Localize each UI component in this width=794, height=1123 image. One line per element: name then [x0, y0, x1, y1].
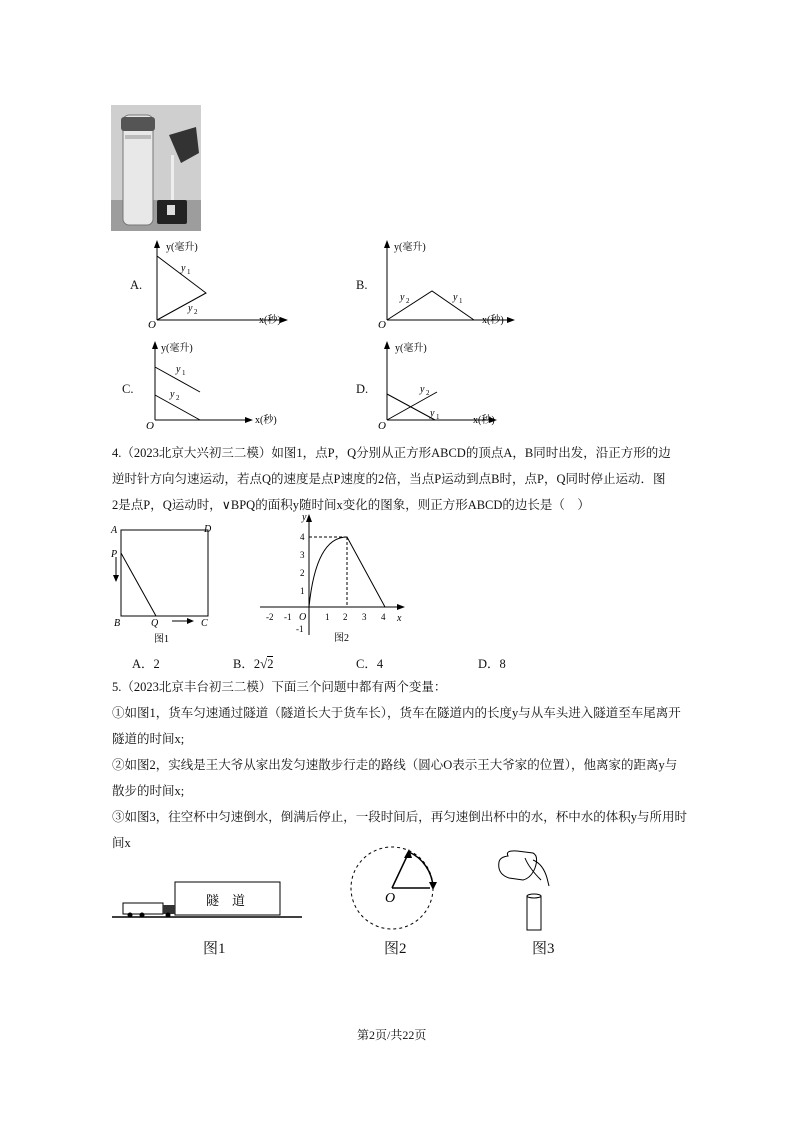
svg-text:图1: 图1	[154, 634, 169, 645]
svg-text:y(毫升): y(毫升)	[166, 242, 198, 253]
q4-choice-b-coef: 2	[253, 657, 261, 671]
page-number: 第2页/共22页	[357, 1028, 427, 1042]
svg-text:2: 2	[343, 612, 348, 622]
svg-text:y: y	[430, 408, 435, 419]
q4-line-2: 逆时针方向匀速运动，若点Q的速度是点P速度的2倍，当点P运动到点B时，点P，Q同时停止运动．图	[112, 472, 666, 486]
svg-text:-2: -2	[266, 612, 274, 622]
svg-text:y: y	[176, 364, 181, 375]
svg-text:图2: 图2	[334, 633, 349, 644]
svg-text:O: O	[148, 319, 156, 330]
svg-text:-1: -1	[284, 612, 292, 622]
option-b-graph	[378, 238, 523, 330]
svg-text:1: 1	[300, 586, 305, 596]
svg-text:y(毫升): y(毫升)	[394, 242, 426, 253]
svg-text:1: 1	[182, 369, 186, 377]
q5-line-1: 5.（2023北京丰台初三二模）下面三个问题中都有两个变量：	[112, 680, 447, 694]
q5-figure-1	[112, 878, 304, 920]
svg-text:O: O	[378, 319, 386, 330]
svg-text:x(秒): x(秒)	[259, 315, 281, 326]
q4-choice-b-radicand: 2	[267, 657, 274, 671]
option-b-label: B.	[356, 278, 368, 292]
svg-text:3: 3	[300, 550, 305, 560]
svg-text:y(毫升): y(毫升)	[395, 343, 427, 354]
q5-figure-1-caption: 图1	[203, 941, 226, 957]
svg-text:2: 2	[194, 308, 198, 316]
option-c-label: C.	[122, 382, 134, 396]
svg-text:y: y	[400, 292, 405, 303]
svg-text:2: 2	[426, 389, 430, 397]
svg-text:4: 4	[381, 612, 386, 622]
option-d-graph	[378, 337, 523, 432]
svg-text:O: O	[299, 612, 307, 623]
svg-text:C: C	[201, 618, 208, 629]
q5-figure-2	[348, 843, 442, 933]
q5-line-7: 间x	[112, 836, 131, 850]
svg-text:D: D	[204, 524, 212, 535]
svg-text:x(秒): x(秒)	[482, 315, 504, 326]
svg-text:3: 3	[362, 612, 367, 622]
svg-text:1: 1	[436, 413, 440, 421]
svg-text:y: y	[302, 512, 307, 523]
svg-text:y: y	[170, 389, 175, 400]
q5-figure-2-caption: 图2	[384, 941, 407, 957]
svg-text:2: 2	[176, 394, 180, 402]
option-c-graph	[146, 337, 296, 432]
svg-text:B: B	[114, 618, 121, 629]
q4-choice-b: B．2√2	[233, 656, 274, 671]
svg-text:2: 2	[300, 568, 305, 578]
svg-text:y: y	[181, 263, 186, 274]
q4-line-1: 4.（2023北京大兴初三二模）如图1，点P，Q分别从正方形ABCD的顶点A，B同时出发，沿正方形的边	[112, 446, 671, 460]
q5-text	[112, 674, 712, 856]
svg-text:x: x	[397, 613, 402, 624]
svg-text:1: 1	[187, 268, 191, 276]
q4-figure-2	[258, 510, 408, 650]
q4-choice-d: D．8	[478, 657, 506, 671]
q5-line-5: 散步的时间x;	[112, 784, 185, 798]
q5-line-6: ③如图3，往空杯中匀速倒水，倒满后停止，一段时间后，再匀速倒出杯中的水，杯中水的体积y与所用时	[112, 810, 688, 824]
svg-text:y: y	[188, 303, 193, 314]
option-a-label: A.	[130, 278, 143, 292]
thermos-photo	[111, 105, 201, 231]
q4-choice-c: C．4	[356, 657, 384, 671]
q4-figure-1	[108, 520, 228, 648]
svg-text:1: 1	[325, 612, 330, 622]
svg-text:y(毫升): y(毫升)	[161, 343, 193, 354]
option-a-graph	[148, 238, 293, 330]
q5-figure-3	[495, 848, 575, 932]
svg-text:Q: Q	[151, 618, 159, 629]
q4-line-3: 2是点P，Q运动时，∨BPQ的面积y随时间x变化的图象，则正方形ABCD的边长是（ ）	[112, 498, 590, 512]
svg-text:O: O	[378, 420, 386, 432]
svg-text:O: O	[146, 420, 154, 432]
svg-text:x(秒): x(秒)	[473, 415, 495, 426]
q5-figure-3-caption: 图3	[532, 941, 555, 957]
svg-text:y: y	[453, 292, 458, 303]
svg-text:2: 2	[406, 297, 410, 305]
svg-text:1: 1	[459, 297, 463, 305]
svg-text:P: P	[111, 549, 118, 560]
svg-text:y: y	[420, 384, 425, 395]
q4-choice-b-prefix: B．	[233, 657, 254, 671]
svg-text:4: 4	[300, 532, 305, 542]
svg-text:A: A	[111, 525, 118, 536]
q4-choice-a: A．2	[132, 657, 160, 671]
q4-text	[112, 440, 712, 518]
q5-line-3: 隧道的时间x;	[112, 732, 185, 746]
tunnel-label: 隧 道	[206, 893, 246, 908]
svg-text:x(秒): x(秒)	[255, 415, 277, 426]
q5-line-4: ②如图2，实线是王大爷从家出发匀速散步行走的路线（圆心O表示王大爷家的位置），他离家的距离y与	[112, 758, 678, 772]
svg-text:-1: -1	[296, 624, 304, 634]
option-d-label: D.	[356, 382, 369, 396]
q5-line-2: ①如图1，货车匀速通过隧道（隧道长大于货车长），货车在隧道内的长度y与从车头进入隧道至车尾离开	[112, 706, 681, 720]
circle-center-label: O	[385, 891, 396, 906]
